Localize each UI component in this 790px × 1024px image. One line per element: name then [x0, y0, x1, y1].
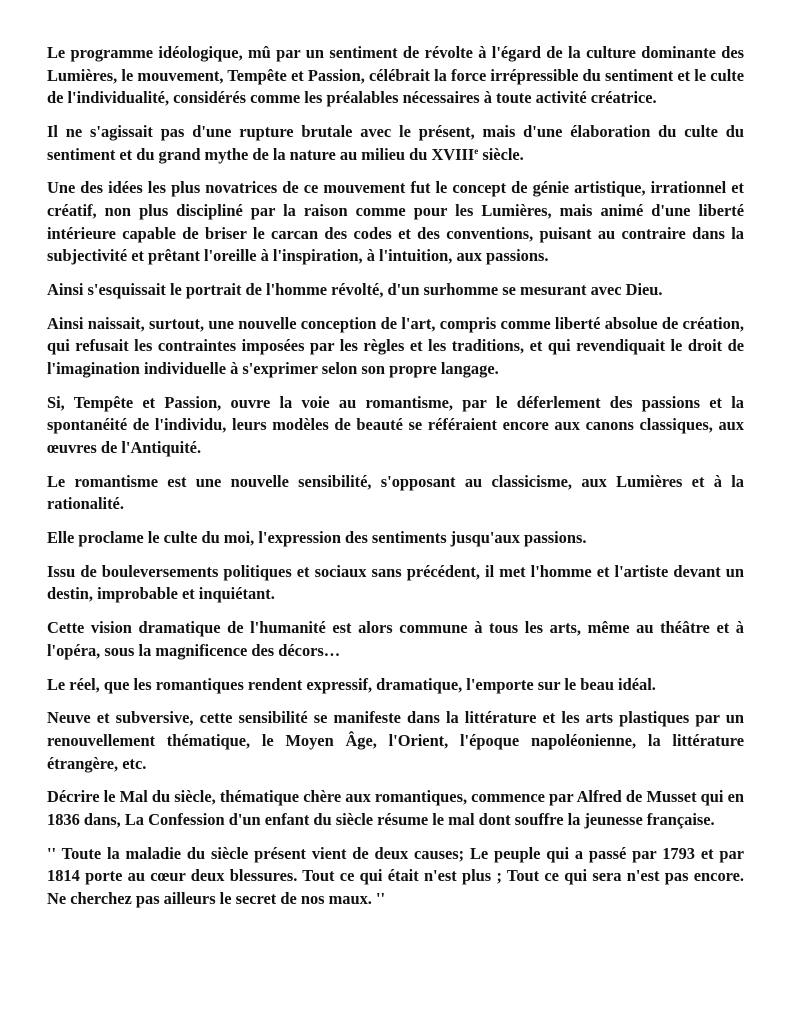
document-body [47, 42, 744, 910]
paragraph-12: Neuve et subversive, cette sensibilité se manifeste dans la littérature et les arts plastiques par un renouvellement thématique, le Moyen Âge, l'Orient, l'époque napoléonienne, la littérature étrangère, etc. [47, 708, 744, 773]
paragraph-2-end: siècle. [478, 144, 524, 164]
paragraph-10: Cette vision dramatique de l'humanité est alors commune à tous les arts, même au théâtre et à l'opéra, sous la magnificence des décors… [47, 618, 744, 660]
paragraph-1: Le programme idéologique, mû par un sentiment de révolte à l'égard de la culture dominante des Lumières, le mouvement, Tempête et Passion, célébrait la force irrépressible du sentiment et le culte de l'individualité, considérés comme les préalables nécessaires à toute activité créatrice. [47, 43, 744, 108]
paragraph-7: Le romantisme est une nouvelle sensibilité, s'opposant au classicisme, aux Lumières et à la rationalité. [47, 471, 744, 514]
paragraph-11: Le réel, que les romantiques rendent expressif, dramatique, l'emporte sur le beau idéal. [47, 674, 656, 694]
paragraph-9: Issu de bouleversements politiques et sociaux sans précédent, il met l'homme et l'artiste devant un destin, improbable et inquiétant. [47, 561, 744, 604]
paragraph-5: Ainsi naissait, surtout, une nouvelle conception de l'art, compris comme liberté absolue de création, qui refusait les contraintes imposées par les règles et les traditions, et qui revendiquait le droit de l'imagination individuelle à s'exprimer selon son propre langage. [47, 313, 744, 378]
paragraph-4: Ainsi s'esquissait le portrait de l'homme révolté, d'un surhomme se mesurant avec Dieu. [47, 279, 663, 299]
musset-quote: '' Toute la maladie du siècle présent vient de deux causes; Le peuple qui a passé par 1793 et par 1814 porte au cœur deux blessures. Tout ce qui était n'est plus ; Tout ce qui sera n'est pas encore. Ne cherchez pas ailleurs le secret de nos maux. '' [47, 843, 744, 908]
paragraph-13: Décrire le Mal du siècle, thématique chère aux romantiques, commence par Alfred de Musset qui en 1836 dans, La Confession d'un enfant du siècle résume le mal dont souffre la jeunesse française. [47, 787, 744, 829]
paragraph-2 [47, 121, 744, 166]
paragraph-8: Elle proclame le culte du moi, l'expression des sentiments jusqu'aux passions. [47, 528, 587, 547]
century-superscript: e [474, 145, 479, 156]
paragraph-3: Une des idées les plus novatrices de ce mouvement fut le concept de génie artistique, irrationnel et créatif, non plus discipliné par la raison comme pour les Lumières, mais animé d'une liberté intérieure capable de briser le carcan des codes et des conventions, puisant au contraire dans la subjectivité et prêtant l'oreille à l'inspiration, à l'intuition, aux passions. [47, 178, 744, 266]
paragraph-2-text: Il ne s'agissait pas d'une rupture brutale avec le présent, mais d'une élaboration du culte du sentiment et du grand mythe de la nature au milieu du XVIII [47, 121, 744, 164]
paragraph-6: Si, Tempête et Passion, ouvre la voie au romantisme, par le déferlement des passions et la spontanéité de l'individu, leurs modèles de beauté se référaient encore aux canons classiques, aux œuvres de l'Antiquité. [47, 392, 744, 457]
